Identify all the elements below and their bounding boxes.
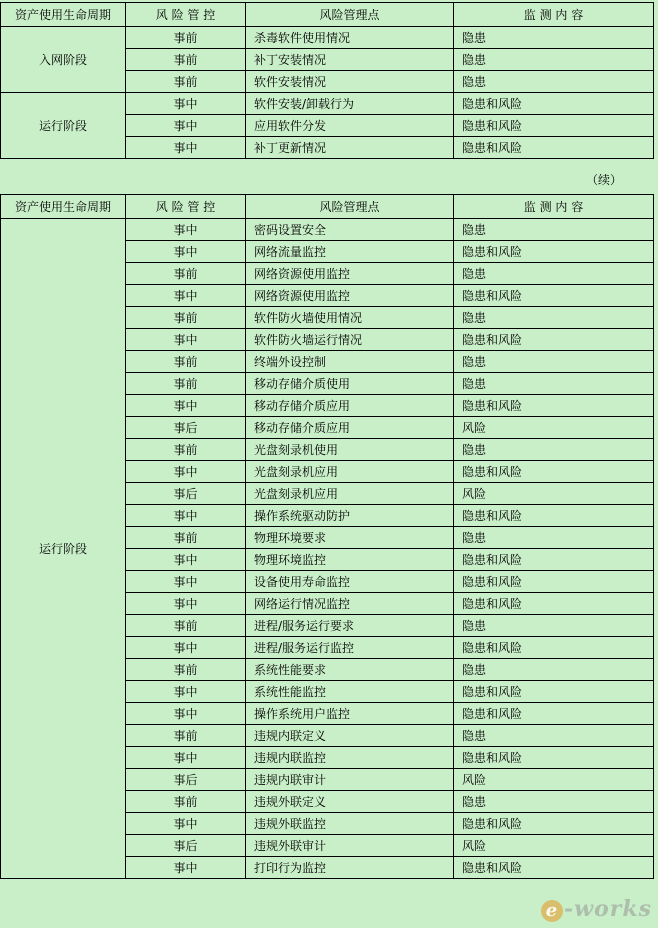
monitoring-cell: 隐患 (454, 263, 654, 285)
header-risk-point: 风险管理点 (246, 3, 454, 27)
control-cell: 事后 (126, 769, 246, 791)
risk-point-cell: 网络运行情况监控 (246, 593, 454, 615)
risk-point-cell: 操作系统用户监控 (246, 703, 454, 725)
control-cell: 事前 (126, 659, 246, 681)
monitoring-cell: 隐患和风险 (454, 549, 654, 571)
risk-point-cell: 物理环境监控 (246, 549, 454, 571)
monitoring-cell: 隐患 (454, 791, 654, 813)
risk-point-cell: 软件防火墙使用情况 (246, 307, 454, 329)
control-cell: 事中 (126, 637, 246, 659)
control-cell: 事中 (126, 137, 246, 159)
risk-point-cell: 违规外联定义 (246, 791, 454, 813)
risk-point-cell: 违规内联审计 (246, 769, 454, 791)
control-cell: 事中 (126, 115, 246, 137)
risk-point-cell: 系统性能监控 (246, 681, 454, 703)
control-cell: 事中 (126, 681, 246, 703)
header-lifecycle: 资产使用生命周期 (1, 195, 126, 219)
control-cell: 事前 (126, 263, 246, 285)
control-cell: 事中 (126, 857, 246, 879)
control-cell: 事前 (126, 615, 246, 637)
monitoring-cell: 隐患和风险 (454, 505, 654, 527)
control-cell: 事前 (126, 351, 246, 373)
control-cell: 事中 (126, 219, 246, 241)
risk-point-cell: 进程/服务运行要求 (246, 615, 454, 637)
control-cell: 事中 (126, 329, 246, 351)
risk-point-cell: 密码设置安全 (246, 219, 454, 241)
risk-point-cell: 光盘刻录机应用 (246, 461, 454, 483)
risk-point-cell: 光盘刻录机应用 (246, 483, 454, 505)
control-cell: 事后 (126, 835, 246, 857)
monitoring-cell: 隐患 (454, 373, 654, 395)
monitoring-cell: 隐患和风险 (454, 461, 654, 483)
table-row (1, 93, 654, 115)
risk-point-cell: 网络流量监控 (246, 241, 454, 263)
monitoring-cell: 隐患 (454, 49, 654, 71)
monitoring-cell: 隐患和风险 (454, 571, 654, 593)
control-cell: 事前 (126, 373, 246, 395)
monitoring-cell: 隐患 (454, 219, 654, 241)
monitoring-cell: 隐患和风险 (454, 115, 654, 137)
control-cell: 事前 (126, 527, 246, 549)
monitoring-cell: 隐患 (454, 351, 654, 373)
control-cell: 事中 (126, 813, 246, 835)
monitoring-cell: 隐患 (454, 615, 654, 637)
risk-point-cell: 光盘刻录机使用 (246, 439, 454, 461)
monitoring-cell: 隐患和风险 (454, 703, 654, 725)
control-cell: 事中 (126, 241, 246, 263)
control-cell: 事后 (126, 417, 246, 439)
header-monitoring: 监 测 内 容 (454, 3, 654, 27)
monitoring-cell: 风险 (454, 483, 654, 505)
control-cell: 事中 (126, 461, 246, 483)
stage-cell: 运行阶段 (1, 219, 126, 879)
risk-point-cell: 移动存储介质使用 (246, 373, 454, 395)
table-row (1, 219, 654, 241)
risk-point-cell: 软件防火墙运行情况 (246, 329, 454, 351)
header-monitoring: 监 测 内 容 (454, 195, 654, 219)
monitoring-cell: 隐患 (454, 659, 654, 681)
eworks-logo-icon: e (541, 900, 563, 922)
control-cell: 事中 (126, 747, 246, 769)
monitoring-cell: 隐患 (454, 527, 654, 549)
monitoring-cell: 隐患 (454, 71, 654, 93)
control-cell: 事中 (126, 571, 246, 593)
monitoring-cell: 隐患和风险 (454, 747, 654, 769)
control-cell: 事前 (126, 725, 246, 747)
risk-point-cell: 移动存储介质应用 (246, 395, 454, 417)
risk-point-cell: 应用软件分发 (246, 115, 454, 137)
stage-cell: 入网阶段 (1, 27, 126, 93)
risk-point-cell: 操作系统驱动防护 (246, 505, 454, 527)
control-cell: 事前 (126, 439, 246, 461)
monitoring-cell: 隐患和风险 (454, 857, 654, 879)
table-row (1, 27, 654, 49)
table-header-row (1, 195, 654, 219)
monitoring-cell: 隐患和风险 (454, 329, 654, 351)
monitoring-cell: 隐患和风险 (454, 395, 654, 417)
risk-point-cell: 终端外设控制 (246, 351, 454, 373)
monitoring-cell: 隐患和风险 (454, 137, 654, 159)
control-cell: 事中 (126, 395, 246, 417)
header-risk-control: 风 险 管 控 (126, 195, 246, 219)
monitoring-cell: 风险 (454, 769, 654, 791)
monitoring-cell: 隐患和风险 (454, 93, 654, 115)
risk-point-cell: 设备使用寿命监控 (246, 571, 454, 593)
risk-point-cell: 移动存储介质应用 (246, 417, 454, 439)
monitoring-cell: 风险 (454, 417, 654, 439)
risk-point-cell: 补丁安装情况 (246, 49, 454, 71)
monitoring-cell: 隐患和风险 (454, 681, 654, 703)
continued-label: （续） (585, 173, 622, 187)
risk-table-part1 (0, 2, 654, 159)
control-cell: 事前 (126, 49, 246, 71)
header-lifecycle: 资产使用生命周期 (1, 3, 126, 27)
risk-point-cell: 违规内联定义 (246, 725, 454, 747)
monitoring-cell: 隐患和风险 (454, 285, 654, 307)
risk-point-cell: 软件安装情况 (246, 71, 454, 93)
control-cell: 事中 (126, 593, 246, 615)
risk-point-cell: 系统性能要求 (246, 659, 454, 681)
risk-point-cell: 物理环境要求 (246, 527, 454, 549)
risk-point-cell: 网络资源使用监控 (246, 263, 454, 285)
risk-point-cell: 网络资源使用监控 (246, 285, 454, 307)
stage-cell: 运行阶段 (1, 93, 126, 159)
header-risk-control: 风 险 管 控 (126, 3, 246, 27)
monitoring-cell: 隐患和风险 (454, 637, 654, 659)
control-cell: 事前 (126, 791, 246, 813)
control-cell: 事前 (126, 27, 246, 49)
control-cell: 事前 (126, 71, 246, 93)
risk-point-cell: 打印行为监控 (246, 857, 454, 879)
risk-point-cell: 补丁更新情况 (246, 137, 454, 159)
monitoring-cell: 隐患 (454, 439, 654, 461)
risk-point-cell: 杀毒软件使用情况 (246, 27, 454, 49)
monitoring-cell: 隐患和风险 (454, 813, 654, 835)
monitoring-cell: 风险 (454, 835, 654, 857)
risk-point-cell: 违规内联监控 (246, 747, 454, 769)
risk-table-part2 (0, 194, 654, 879)
risk-point-cell: 违规外联监控 (246, 813, 454, 835)
table-header-row (1, 3, 654, 27)
monitoring-cell: 隐患 (454, 725, 654, 747)
monitoring-cell: 隐患和风险 (454, 241, 654, 263)
control-cell: 事后 (126, 483, 246, 505)
monitoring-cell: 隐患 (454, 307, 654, 329)
monitoring-cell: 隐患和风险 (454, 593, 654, 615)
control-cell: 事中 (126, 505, 246, 527)
control-cell: 事中 (126, 93, 246, 115)
risk-point-cell: 软件安装/卸载行为 (246, 93, 454, 115)
risk-point-cell: 违规外联审计 (246, 835, 454, 857)
monitoring-cell: 隐患 (454, 27, 654, 49)
header-risk-point: 风险管理点 (246, 195, 454, 219)
control-cell: 事中 (126, 285, 246, 307)
control-cell: 事中 (126, 549, 246, 571)
risk-point-cell: 进程/服务运行监控 (246, 637, 454, 659)
control-cell: 事前 (126, 307, 246, 329)
eworks-watermark-logo (541, 896, 652, 922)
control-cell: 事中 (126, 703, 246, 725)
watermark-text: -works (564, 896, 652, 922)
